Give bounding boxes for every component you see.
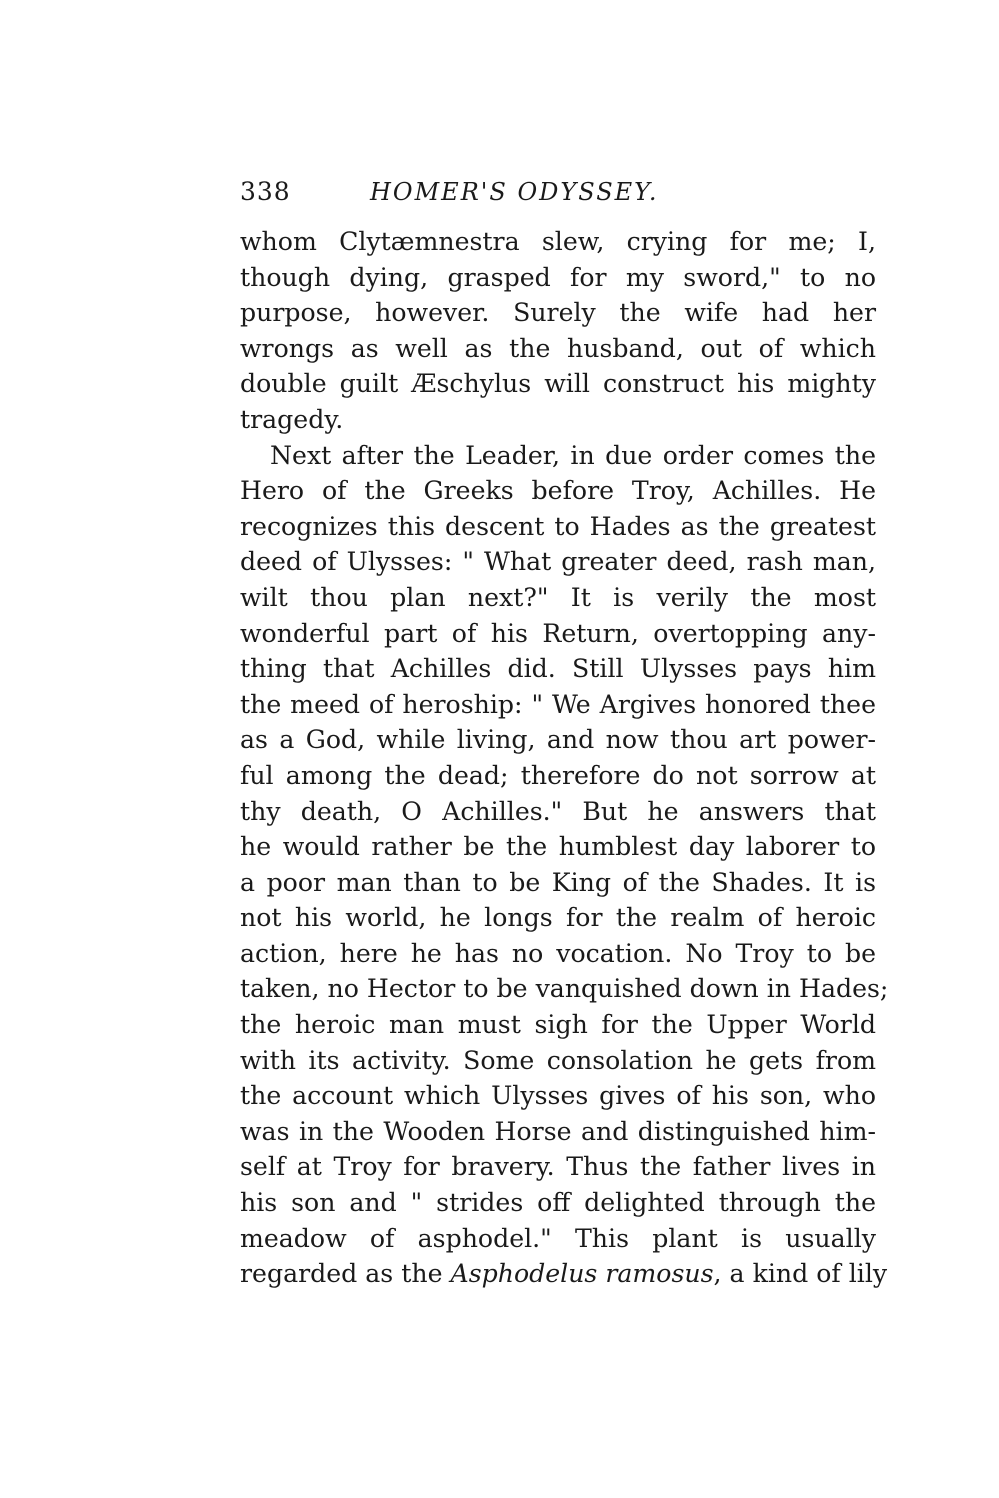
page-header [240, 174, 880, 210]
text-line: wilt thou plan next?" It is verily the most [240, 582, 876, 612]
text-line: a poor man than to be King of the Shades. It is [240, 867, 876, 897]
text-line: deed of Ulysses: " What greater deed, rash man, [240, 547, 876, 577]
species-name: Asphodelus ramosus [450, 1259, 714, 1289]
text-line: purpose, however. Surely the wife had her [240, 298, 876, 328]
text-line-final [240, 1256, 888, 1292]
final-line-after: , a kind of lily [713, 1259, 888, 1289]
text-line: his son and " strides off delighted through the [240, 1188, 876, 1218]
text-line: recognizes this descent to Hades as the greatest [240, 511, 876, 541]
text-line: not his world, he longs for the realm of heroic [240, 903, 876, 933]
text-line: the heroic man must sigh for the Upper World [240, 1010, 876, 1040]
text-line: he would rather be the humblest day laborer to [240, 832, 876, 862]
text-line: Next after the Leader, in due order comes the [270, 440, 876, 470]
paragraph-1 [240, 224, 876, 438]
page-number: 338 [240, 177, 291, 206]
body-text [240, 224, 889, 1292]
text-line: the account which Ulysses gives of his son, who [240, 1081, 876, 1111]
text-line: wrongs as well as the husband, out of which [240, 333, 876, 363]
text-line: tragedy. [240, 404, 344, 434]
text-line: with its activity. Some consolation he gets from [240, 1045, 876, 1075]
text-line: though dying, grasped for my sword," to no [240, 262, 876, 292]
text-line: double guilt Æschylus will construct his mighty [240, 369, 876, 399]
text-line: ful among the dead; therefore do not sorrow at [240, 760, 876, 790]
final-line-before: regarded as the [240, 1259, 451, 1289]
text-line: taken, no Hector to be vanquished down in Hades; [240, 974, 889, 1004]
running-head: HOMER'S ODYSSEY. [370, 178, 659, 206]
text-line: action, here he has no vocation. No Troy to be [240, 938, 876, 968]
text-line: Hero of the Greeks before Troy, Achilles. He [240, 476, 876, 506]
text-line: was in the Wooden Horse and distinguished him- [240, 1116, 876, 1146]
text-line: whom Clytæmnestra slew, crying for me; I, [240, 227, 876, 256]
text-line: as a God, while living, and now thou art power- [240, 725, 876, 755]
text-line: self at Troy for bravery. Thus the father lives in [240, 1152, 876, 1182]
text-line: thing that Achilles did. Still Ulysses pays him [240, 654, 876, 684]
text-line: meadow of asphodel." This plant is usually [240, 1223, 876, 1253]
paragraph-2 [240, 438, 889, 1292]
text-line: the meed of heroship: " We Argives honored thee [240, 689, 876, 719]
text-line: wonderful part of his Return, overtopping any- [240, 618, 876, 648]
text-line: thy death, O Achilles." But he answers that [240, 796, 876, 826]
